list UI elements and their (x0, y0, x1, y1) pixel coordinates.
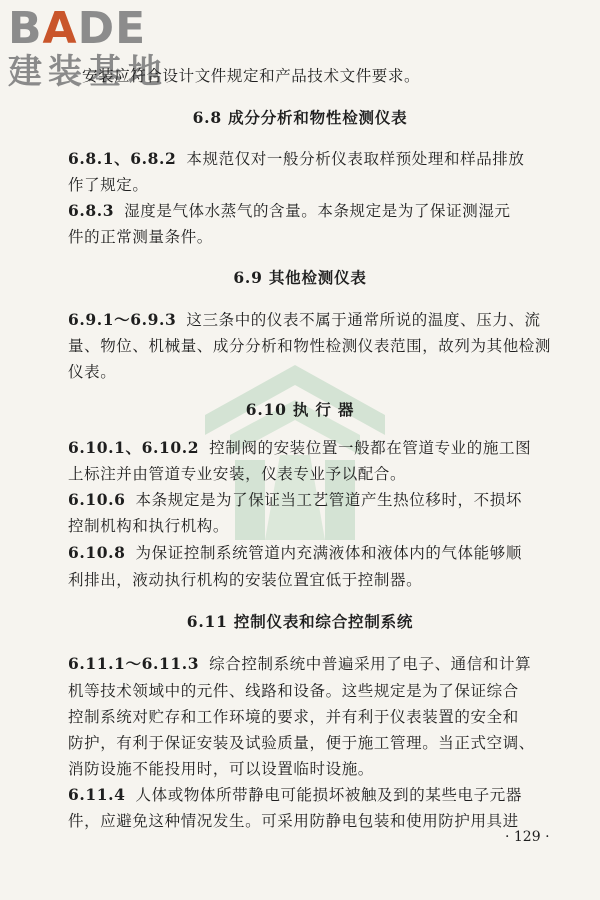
clause-number: 6.10.6 (68, 490, 126, 509)
clause-number: 6.8.3 (68, 201, 115, 220)
para-6-9-1-line-3: 仪表。 (68, 363, 117, 381)
section-heading-6-10: 6.10 执 行 器 (245, 400, 355, 419)
para-6-10-8-line-1 (68, 543, 538, 563)
para-6-10-6-line-1 (68, 490, 538, 510)
clause-number: 6.8.1、6.8.2 (68, 149, 177, 168)
para-6-8-3-line-2: 件的正常测量条件。 (68, 228, 213, 246)
page-number: · 129 · (505, 829, 550, 845)
para-6-11-1-line-4: 防护，有利于保证安装及试验质量，便于施工管理。当正式空调、 (68, 734, 535, 752)
logo-letters-de: DE (77, 3, 147, 54)
para-6-11-4-line-1 (68, 785, 538, 805)
clause-number: 6.11.4 (68, 785, 126, 804)
para-text: 湿度是气体水蒸气的含量。本条规定是为了保证测湿元 (124, 202, 511, 220)
para-text: 人体或物体所带静电可能损坏被触及到的某些电子元器 (135, 786, 522, 804)
para-6-10-6-line-2: 控制机构和执行机构。 (68, 517, 230, 535)
para-6-9-1-line-2: 量、物位、机械量、成分分析和物性检测仪表范围，故列为其他检测 (68, 337, 552, 355)
para-6-11-1-line-1 (68, 654, 538, 674)
para-6-9-1-line-1 (68, 310, 541, 330)
para-text: 为保证控制系统管道内充满液体和液体内的气体能够顺 (135, 544, 522, 562)
clause-number: 6.10.1、6.10.2 (68, 438, 200, 457)
section-heading-6-11: 6.11 控制仪表和综合控制系统 (186, 612, 414, 631)
para-text: 控制阀的安装位置一般都在管道专业的施工图 (209, 439, 532, 457)
section-heading-6-8: 6.8 成分分析和物性检测仪表 (192, 108, 408, 127)
para-text: 本条规定是为了保证当工艺管道产生热位移时，不损坏 (135, 491, 522, 509)
section-heading-6-9: 6.9 其他检测仪表 (233, 268, 367, 287)
para-6-8-1-line-2: 作了规定。 (68, 176, 149, 194)
logo-chinese: 建装基地 (8, 52, 168, 92)
para-6-11-4-line-2: 件，应避免这种情况发生。可采用防静电包装和使用防护用具进 (68, 812, 519, 830)
para-6-8-3-line-1 (68, 201, 538, 221)
para-6-8-1-line-1 (68, 149, 538, 169)
top-continuation-line: 安装应符合设计文件规定和产品技术文件要求。 (82, 67, 421, 85)
para-6-10-1-line-2: 上标注并由管道专业安装，仪表专业予以配合。 (68, 465, 407, 483)
logo-brand (8, 4, 146, 54)
clause-number: 6.9.1～6.9.3 (68, 310, 177, 329)
logo-letter-a: A (42, 3, 78, 54)
clause-number: 6.10.8 (68, 543, 126, 562)
para-6-11-1-line-2: 机等技术领域中的元件、线路和设备。这些规定是为了保证综合 (68, 682, 519, 700)
para-6-11-1-line-5: 消防设施不能投用时，可以设置临时设施。 (68, 760, 374, 778)
para-text: 综合控制系统中普遍采用了电子、通信和计算 (209, 655, 532, 673)
para-text: 本规范仅对一般分析仪表取样预处理和样品排放 (186, 150, 525, 168)
para-6-11-1-line-3: 控制系统对贮存和工作环境的要求，并有利于仪表装置的安全和 (68, 708, 519, 726)
clause-number: 6.11.1～6.11.3 (68, 654, 200, 673)
logo-letter-b: B (8, 3, 43, 54)
para-text: 这三条中的仪表不属于通常所说的温度、压力、流 (186, 311, 541, 329)
para-6-10-8-line-2: 利排出，液动执行机构的安装位置宜低于控制器。 (68, 571, 423, 589)
para-6-10-1-line-1 (68, 438, 538, 458)
